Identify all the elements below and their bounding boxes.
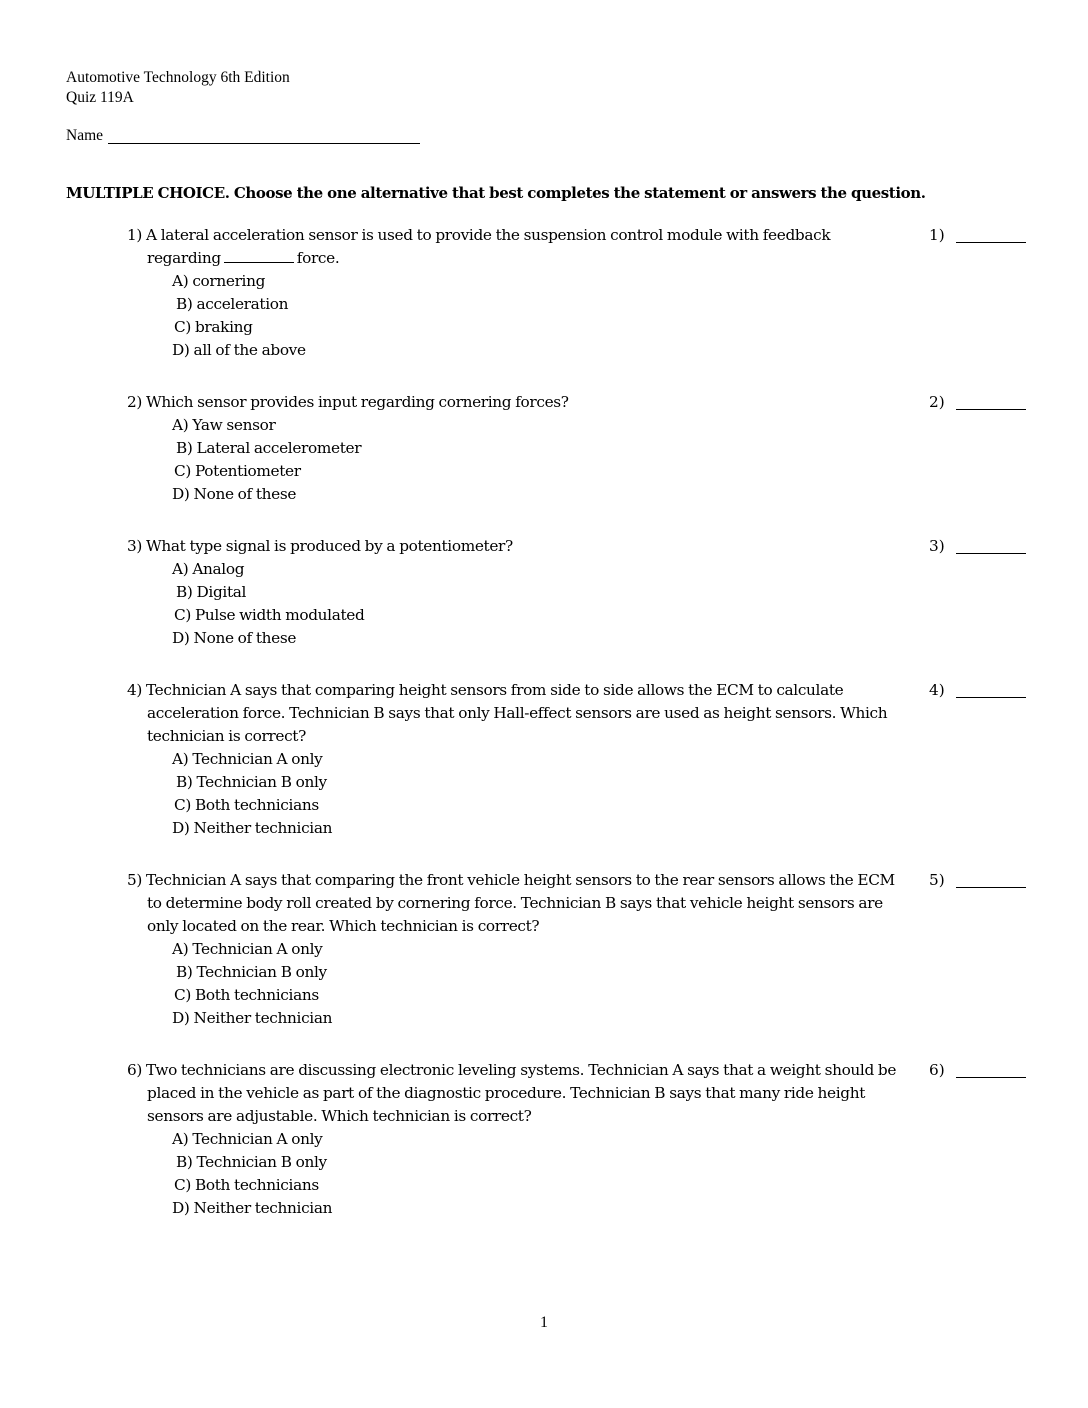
question-stem: 1) A lateral acceleration sensor is used to provide the suspension control module with feedback regarding force.	[127, 226, 831, 267]
option-c: C) Both technicians	[174, 796, 319, 814]
answer-field-5[interactable]	[956, 887, 1026, 888]
option-c: C) Both technicians	[174, 1176, 319, 1194]
answer-label-2: 2)	[929, 393, 945, 411]
name-field[interactable]	[108, 143, 420, 144]
option-a: A) Technician A only	[172, 940, 323, 958]
answer-field-2[interactable]	[956, 409, 1026, 410]
question-stem: 4) Technician A says that comparing height sensors from side to side allows the ECM to calculate acceleration force. Technician B says that only Hall-effect sensors are used as height sensors. Which technician is correct?	[127, 681, 888, 745]
option-d: D) all of the above	[172, 341, 306, 359]
question-stem: 6) Two technicians are discussing electronic leveling systems. Technician A says that a weight should be placed in the vehicle as part of the diagnostic procedure. Technician B says that many ride height sensors are adjustable. Which technician is correct?	[127, 1061, 897, 1125]
option-b: B) Lateral accelerometer	[176, 439, 362, 457]
answer-label-6: 6)	[929, 1061, 945, 1079]
answer-field-4[interactable]	[956, 697, 1026, 698]
question-stem: 3) What type signal is produced by a potentiometer?	[127, 537, 513, 555]
option-d: D) Neither technician	[172, 819, 333, 837]
option-c: C) Potentiometer	[174, 462, 301, 480]
option-b: B) Technician B only	[176, 773, 327, 791]
answer-field-3[interactable]	[956, 553, 1026, 554]
question-4	[127, 679, 907, 840]
question-5	[127, 869, 907, 1030]
option-d: D) None of these	[172, 485, 297, 503]
answer-label-4: 4)	[929, 681, 945, 699]
name-label: Name	[66, 127, 104, 144]
quiz-title: Quiz 119A	[66, 89, 134, 106]
option-a: A) Technician A only	[172, 1130, 323, 1148]
option-b: B) Digital	[176, 583, 247, 601]
question-6	[127, 1059, 907, 1220]
option-b: B) Technician B only	[176, 963, 327, 981]
answer-label-1: 1)	[929, 226, 945, 244]
question-1	[127, 224, 907, 362]
option-c: C) braking	[174, 318, 253, 336]
option-a: A) Technician A only	[172, 750, 323, 768]
option-b: B) acceleration	[176, 295, 289, 313]
option-d: D) Neither technician	[172, 1009, 333, 1027]
option-a: A) cornering	[172, 272, 266, 290]
page-number: 1	[540, 1314, 548, 1331]
option-a: A) Analog	[172, 560, 245, 578]
fill-in-blank	[224, 248, 294, 263]
option-a: A) Yaw sensor	[172, 416, 276, 434]
question-stem: 2) Which sensor provides input regarding cornering forces?	[127, 393, 569, 411]
option-c: C) Pulse width modulated	[174, 606, 365, 624]
answer-label-5: 5)	[929, 871, 945, 889]
question-2	[127, 391, 907, 506]
answer-field-6[interactable]	[956, 1077, 1026, 1078]
book-title: Automotive Technology 6th Edition	[66, 69, 290, 86]
option-b: B) Technician B only	[176, 1153, 327, 1171]
question-3	[127, 535, 907, 650]
section-instructions: MULTIPLE CHOICE. Choose the one alternative that best completes the statement or answers the question.	[66, 184, 926, 202]
option-d: D) None of these	[172, 629, 297, 647]
option-d: D) Neither technician	[172, 1199, 333, 1217]
option-c: C) Both technicians	[174, 986, 319, 1004]
answer-field-1[interactable]	[956, 242, 1026, 243]
question-stem: 5) Technician A says that comparing the front vehicle height sensors to the rear sensors allows the ECM to determine body roll created by cornering force. Technician B says that vehicle height sensors are only located on the rear. Which technician is correct?	[127, 871, 895, 935]
answer-label-3: 3)	[929, 537, 945, 555]
